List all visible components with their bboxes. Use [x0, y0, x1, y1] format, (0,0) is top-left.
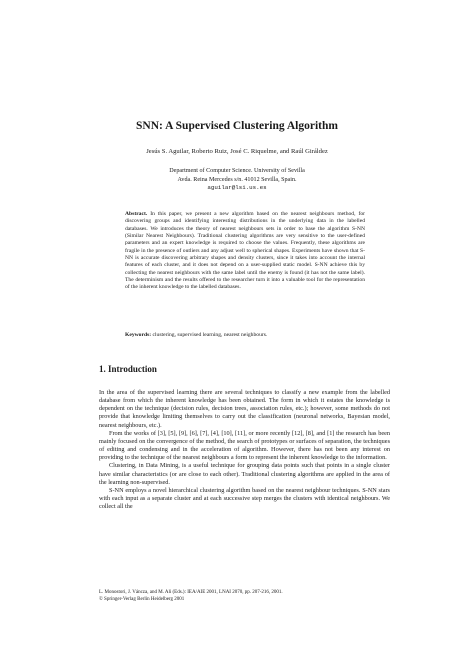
- keywords: [125, 332, 365, 339]
- footer-copyright: © Springer-Verlag Berlin Heidelberg 2001: [99, 596, 185, 602]
- paper-title: SNN: A Supervised Clustering Algorithm: [136, 120, 338, 132]
- footer-citation: L. Monostori, J. Váncza, and M. Ali (Eds.): IEA/AIE 2001, LNAI 2070, pp. 207-216, 2001.: [99, 590, 283, 595]
- publication-footer: [99, 590, 390, 603]
- affiliation-department: Department of Computer Science. University of Sevilla: [169, 168, 305, 174]
- abstract-text: In this paper, we present a new algorithm based on the nearest neighbours method, for discovering groups and identifying interesting distributions in the underlying data in the labelled databases. We introduces the theory of nearest neighbours sets in order to base the algorithm S-NN (Similar Nearest Neighbours). Traditional clustering algorithms are very sensitive to the user-defined parameters and an expert knowledge is required to choose the values. Frequently, these algorithms are fragile in the presence of outliers and any adjust well to spherical shapes. Experiments have shown that S-NN is accurate discovering arbitrary shapes and density clusters, since it takes into account the internal features of each cluster, and it does not depend on a user-supplied static model. S-NN achieve this by collecting the nearest neighbours with the same label until the enemy is found (it has not the same label). The determinism and the results offered to the researcher turn it into a valuable tool for the representation of the inherent knowledge to the labelled databases.: [125, 211, 365, 291]
- section-body: [99, 389, 390, 511]
- paragraph: S-NN employs a novel hierarchical clustering algorithm based on the nearest neighbour techniques. S-NN stars with each input as a separate cluster and at each successive step merges the clusters with identical neighbours. We collect all the: [99, 486, 390, 511]
- abstract-label: Abstract.: [125, 211, 148, 217]
- author-affiliation: [0, 167, 474, 193]
- keywords-text: clustering, supervised learning, nearest neighbours.: [152, 332, 268, 338]
- paper-authors: Jesús S. Aguilar, Roberto Ruiz, José C. Riquelme, and Raúl Giráldez: [146, 148, 328, 155]
- paragraph: Clustering, in Data Mining, is a useful technique for grouping data points such that points in a single cluster have similar characteristics (or are close to each other). Traditional clustering algorithms are applied in the area of the learning non-supervised.: [99, 462, 390, 486]
- affiliation-address: Avda. Reina Mercedes s/n. 41012 Sevilla, Spain.: [177, 176, 297, 183]
- keywords-label: Keywords:: [125, 332, 152, 338]
- paragraph: In the area of the supervised learning there are several techniques to classify a new example from the labelled database from which the inherent knowledge has been obtained. The form in which it estates the knowledge is dependent on the technique (decision rules, decision trees, association rules, etc.); however, some methods do not provide that knowledge limiting themselves to carry out the classification (neuronal networks, Bayesian model, nearest neighbours, etc.).: [99, 389, 390, 429]
- paragraph: From the works of [3], [5], [9], [6], [7], [4], [10], [11], or more recently [12], [8], and [1] the research has been mainly focused on the convergence of the method, the search of prototypes or surfaces of separation, the techniques of editing and condensing and in the acceleration of algorithm. However, there has not been any interest on providing to the technique of the nearest neighbours a form to represent the inherent knowledge to the information.: [99, 429, 390, 462]
- abstract: [125, 211, 365, 292]
- section-heading: 1. Introduction: [99, 364, 157, 374]
- affiliation-email: aguilar@lsi.us.es: [207, 184, 267, 192]
